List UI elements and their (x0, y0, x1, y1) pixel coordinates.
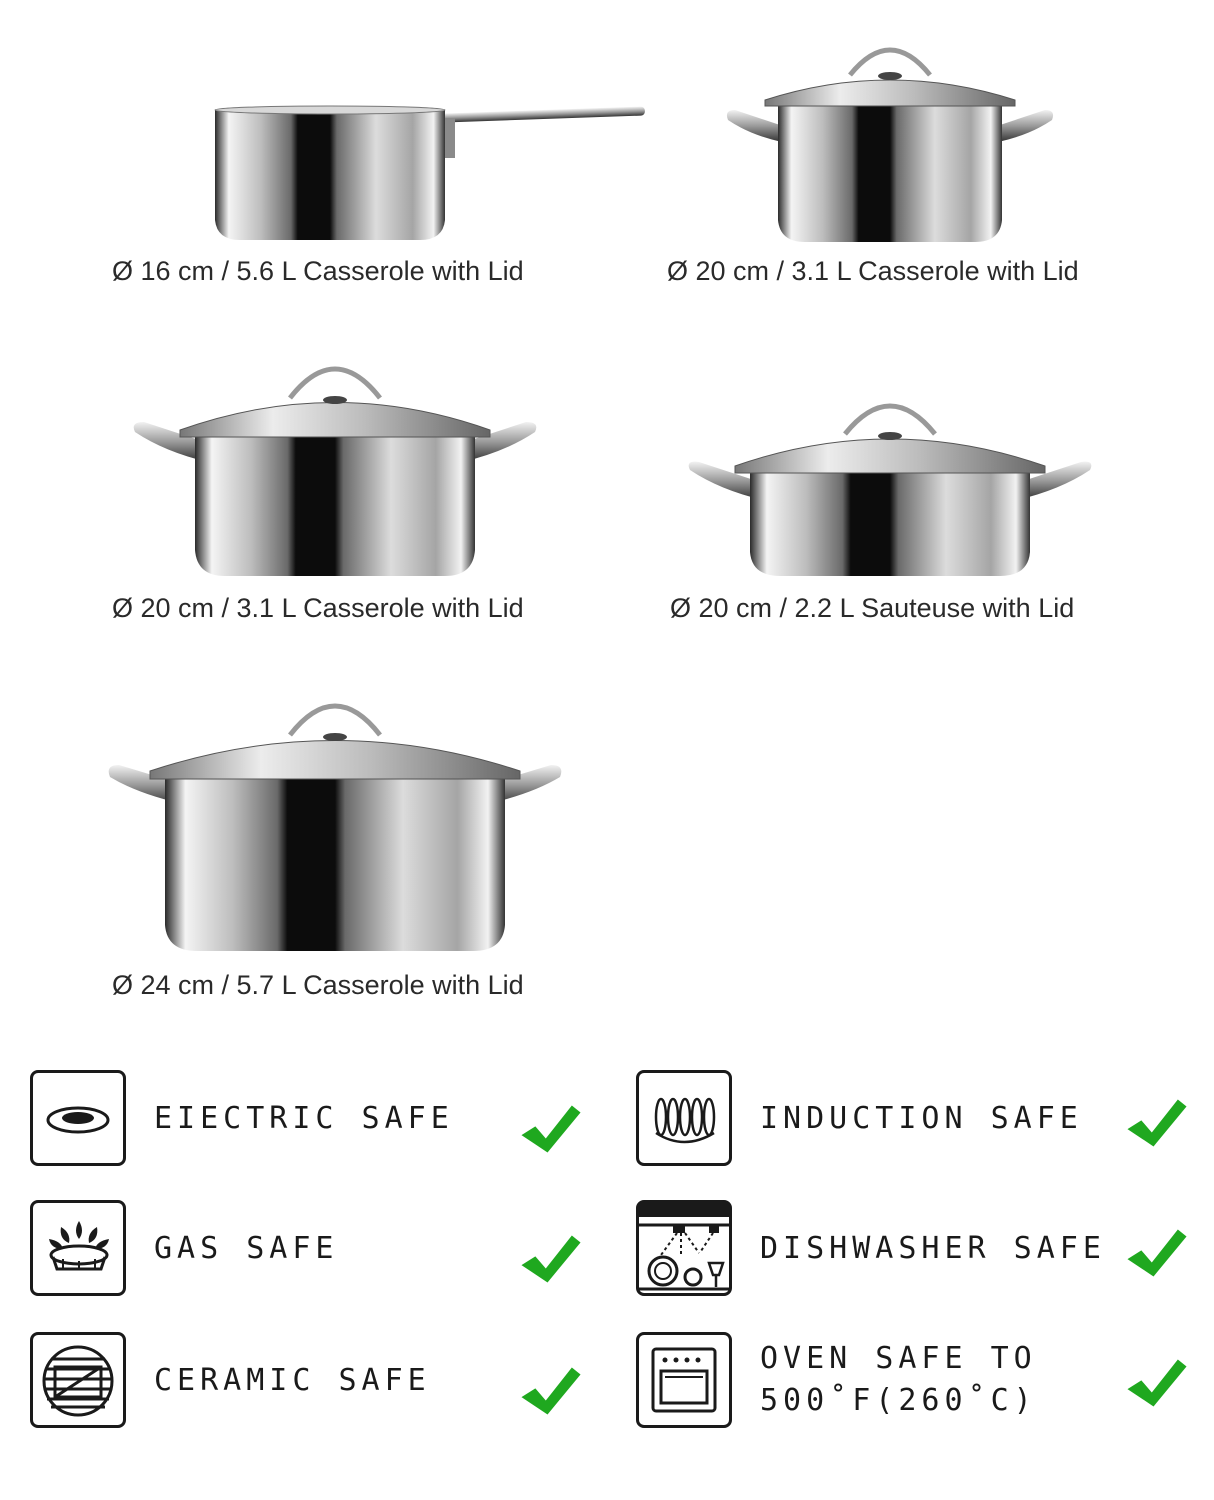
feature-oven (636, 1332, 1196, 1432)
oven-icon (636, 1332, 732, 1428)
induction-coil-icon (636, 1070, 732, 1166)
feature-dishwasher (636, 1200, 1196, 1300)
product-caption: Ø 20 cm / 2.2 L Sauteuse with Lid (670, 593, 1075, 623)
stockpot-image (720, 30, 1060, 245)
check-icon (518, 1226, 584, 1292)
feature-label: DISHWASHER SAFE (760, 1231, 1106, 1266)
casserole-image (130, 350, 540, 580)
feature-label: INDUCTION SAFE (760, 1101, 1083, 1136)
feature-label: GAS SAFE (154, 1231, 339, 1266)
feature-ceramic (30, 1332, 590, 1432)
gas-burner-icon (30, 1200, 126, 1296)
saucepan-image (205, 100, 655, 245)
check-icon (1124, 1350, 1190, 1416)
feature-electric (30, 1070, 590, 1170)
feature-label: OVEN SAFE TO 500˚F(260˚C) (760, 1341, 1037, 1418)
check-icon (518, 1358, 584, 1424)
check-icon (1124, 1090, 1190, 1156)
product-caption: Ø 16 cm / 5.6 L Casserole with Lid (112, 256, 524, 286)
feature-label: CERAMIC SAFE (154, 1363, 431, 1398)
product-caption: Ø 24 cm / 5.7 L Casserole with Lid (112, 970, 524, 1000)
check-icon (518, 1096, 584, 1162)
feature-gas (30, 1200, 590, 1300)
check-icon (1124, 1220, 1190, 1286)
feature-label: EIECTRIC SAFE (154, 1101, 454, 1136)
large-casserole-image (105, 685, 565, 955)
dishwasher-icon (636, 1200, 732, 1296)
sauteuse-image (685, 390, 1095, 580)
feature-induction (636, 1070, 1196, 1170)
ceramic-hob-icon (30, 1332, 126, 1428)
electric-hob-icon (30, 1070, 126, 1166)
product-caption: Ø 20 cm / 3.1 L Casserole with Lid (112, 593, 524, 623)
product-caption: Ø 20 cm / 3.1 L Casserole with Lid (667, 256, 1079, 286)
